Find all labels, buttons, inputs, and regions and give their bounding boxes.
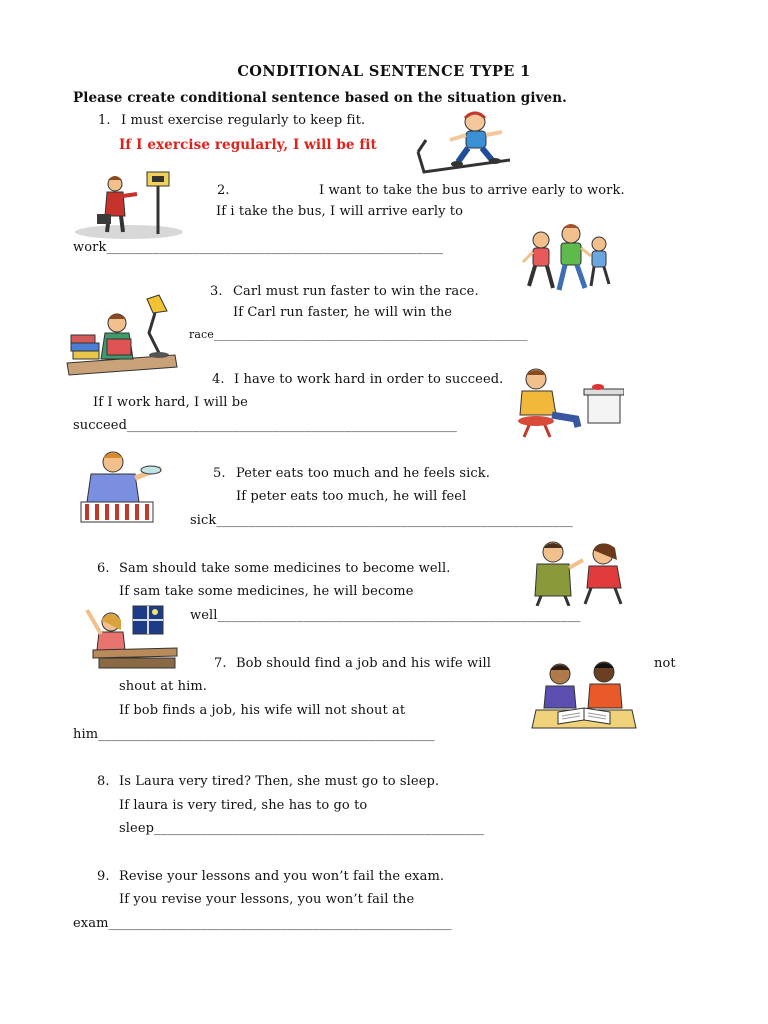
- item-8-prompt: Is Laura very tired? Then, she must go to sleep.: [119, 774, 440, 789]
- item-5-prompt: Peter eats too much and he feels sick.: [236, 466, 490, 481]
- item-6-prompt: Sam should take some medicines to become well.: [119, 561, 451, 576]
- item-1-answer: If I exercise regularly, I will be fit: [119, 137, 377, 153]
- item-8-number: 8.: [97, 774, 110, 789]
- man-at-desk-illustration: [514, 367, 624, 439]
- bus-stop-man-illustration: [73, 168, 185, 240]
- item-9-answer-line: exam____________________________________________________: [73, 916, 452, 931]
- two-kids-reading-illustration: [528, 658, 640, 734]
- item-6-answer: If sam take some medicines, he will become: [119, 584, 414, 599]
- girl-at-desk-illustration: [73, 600, 179, 670]
- item-3-answer: If Carl run faster, he will win the: [233, 305, 453, 320]
- item-1-number: 1.: [98, 113, 111, 128]
- item-2-prompt: I want to take the bus to arrive early to work.: [319, 183, 625, 198]
- item-6-answer-line: well_______________________________________________________: [190, 608, 581, 623]
- item-7-prompt-line2: shout at him.: [119, 679, 207, 694]
- item-2-number: 2.: [217, 183, 230, 198]
- item-5-answer-line: sick______________________________________________________: [190, 513, 573, 528]
- item-2-answer-line: work___________________________________________________: [73, 240, 444, 255]
- item-3-answer-line: race________________________________________________________: [189, 328, 528, 341]
- item-3-number: 3.: [210, 284, 223, 299]
- item-2-answer: If i take the bus, I will arrive early to: [216, 204, 464, 219]
- item-6-number: 6.: [97, 561, 110, 576]
- student-reading-illustration: [63, 293, 179, 379]
- treadmill-runner-illustration: [410, 110, 520, 176]
- item-5-answer: If peter eats too much, he will feel: [236, 489, 467, 504]
- item-4-answer-line: succeed__________________________________________________: [73, 418, 458, 433]
- item-8-answer-line: sleep__________________________________________________: [119, 821, 485, 836]
- page-title: CONDITIONAL SENTENCE TYPE 1: [237, 63, 531, 80]
- item-9-answer: If you revise your lessons, you won’t fail the: [119, 892, 415, 907]
- item-9-prompt: Revise your lessons and you won’t fail the exam.: [119, 869, 445, 884]
- item-7-answer: If bob finds a job, his wife will not shout at: [119, 703, 406, 718]
- man-eating-illustration: [73, 448, 179, 526]
- item-7-answer-line: him___________________________________________________: [73, 727, 435, 742]
- three-runners-illustration: [519, 222, 619, 296]
- item-4-number: 4.: [212, 372, 225, 387]
- instruction: Please create conditional sentence based on the situation given.: [73, 90, 567, 106]
- item-4-prompt: I have to work hard in order to succeed.: [234, 372, 504, 387]
- item-3-prompt: Carl must run faster to win the race.: [233, 284, 479, 299]
- item-9-number: 9.: [97, 869, 110, 884]
- arguing-couple-illustration: [525, 538, 635, 606]
- item-5-number: 5.: [213, 466, 226, 481]
- item-7-prompt-tail: not: [654, 656, 676, 671]
- item-7-prompt: Bob should find a job and his wife will: [236, 656, 492, 671]
- item-8-answer: If laura is very tired, she has to go to: [119, 798, 368, 813]
- item-4-answer: If I work hard, I will be: [93, 395, 248, 410]
- item-7-number: 7.: [214, 656, 227, 671]
- item-1-prompt: I must exercise regularly to keep fit.: [121, 113, 366, 128]
